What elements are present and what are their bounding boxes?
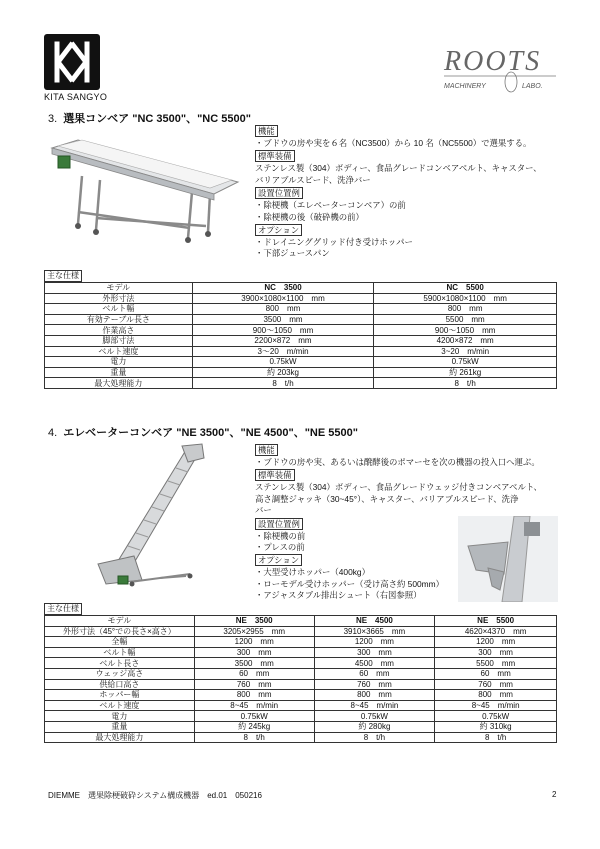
option-line: ・アジャスタブル排出シュート（右図参照） [255, 590, 422, 601]
table-row [45, 721, 557, 732]
table-cell: 800 mm [435, 690, 557, 701]
kita-sangyo-logo [44, 34, 100, 90]
table-row [45, 732, 557, 743]
option-line: ・大型受けホッパー（400kg） [255, 567, 370, 578]
table-cell: 約 310kg [435, 721, 557, 732]
table-row [45, 711, 557, 722]
table-cell: 5500 mm [374, 314, 557, 325]
table-row [45, 626, 557, 637]
page-number: 2 [552, 790, 557, 799]
table-cell: 8 t/h [314, 732, 435, 743]
table-cell: 0.75kW [374, 357, 557, 368]
function-label: 機能 [255, 125, 278, 137]
table-cell: 1200 mm [435, 637, 557, 648]
table-cell: 8~45 m/min [435, 700, 557, 711]
svg-text:ROOTS: ROOTS [444, 46, 542, 77]
option-line: ・ローモデル受けホッパー（受け高さ約 500mm） [255, 578, 444, 589]
table-cell: 800 mm [314, 690, 435, 701]
table-cell: 4500 mm [314, 658, 435, 669]
option-label: オプション [255, 224, 302, 236]
svg-text:LABO.: LABO. [522, 83, 543, 90]
function-text: ・ブドウの房や実、あるいは醗酵後のポマーセを次の機器の投入口へ運ぶ。 [255, 457, 540, 467]
standard-label: 標準装備 [255, 469, 295, 481]
discharge-chute-photo [458, 516, 558, 602]
option-line: ・ドレイニンググリッド付き受けホッパー [255, 237, 413, 248]
table-row [45, 647, 557, 658]
table-cell: 2200×872 mm [192, 335, 374, 346]
install-line: ・除梗機の前 [255, 530, 306, 541]
table-row [45, 658, 557, 669]
table-cell: ベルト幅 [45, 304, 193, 315]
section-2-spec-tag: 主な仕様 [44, 603, 82, 615]
standard-label: 標準装備 [255, 150, 295, 162]
sorting-conveyor-image [42, 134, 252, 244]
table-cell: 0.75kW [192, 357, 374, 368]
table-cell: 電力 [45, 357, 193, 368]
standard-line: ステンレス製（304）ボディー、食品グレードコンベアベルト、キャスター、 [255, 163, 542, 174]
table-cell: ベルト速度 [45, 700, 195, 711]
table-cell: ベルト長さ [45, 658, 195, 669]
install-line: ・除梗機の後（破砕機の前） [255, 211, 364, 222]
table-cell: 8 t/h [192, 378, 374, 389]
table-cell: 800 mm [192, 304, 374, 315]
table-cell: 760 mm [194, 679, 314, 690]
table-cell: 3900×1080×1100 mm [192, 293, 374, 304]
install-label: 設置位置例 [255, 187, 303, 199]
table-cell: 外形寸法（45°での長さ×高さ） [45, 626, 195, 637]
table-row [45, 700, 557, 711]
table-cell: 約 261kg [374, 367, 557, 378]
table-cell: 60 mm [194, 668, 314, 679]
table-cell: 脚部寸法 [45, 335, 193, 346]
table-cell: 8 t/h [374, 378, 557, 389]
table-row [45, 335, 557, 346]
table-cell: 300 mm [314, 647, 435, 658]
table-header: NE 5500 [435, 616, 557, 627]
table-cell: 8 t/h [435, 732, 557, 743]
table-header-row [45, 616, 557, 627]
table-cell: 4620×4370 mm [435, 626, 557, 637]
table-cell: ベルト速度 [45, 346, 193, 357]
nc-spec-table [44, 282, 557, 389]
table-row [45, 378, 557, 389]
table-cell: 8~45 m/min [194, 700, 314, 711]
table-cell: 8 t/h [194, 732, 314, 743]
table-cell: 60 mm [435, 668, 557, 679]
section-1-title: 3. 選果コンベア "NC 3500"、"NC 5500" [48, 113, 251, 125]
table-row [45, 668, 557, 679]
function-text: ・ブドウの房や実を６名（NC3500）から 10 名（NC5500）で選果する。 [255, 138, 532, 148]
table-row [45, 304, 557, 315]
table-cell: 3500 mm [194, 658, 314, 669]
table-cell: 900～1050 mm [192, 325, 374, 336]
table-header: モデル [45, 283, 193, 294]
table-cell: 重量 [45, 721, 195, 732]
table-cell: ベルト幅 [45, 647, 195, 658]
standard-line: 高さ調整ジャッキ（30~45°）、キャスター、バリアブルスピード、洗浄 [255, 493, 519, 504]
table-header-row [45, 283, 557, 294]
table-header: NE 3500 [194, 616, 314, 627]
table-row [45, 357, 557, 368]
standard-line: バリアブルスピード、洗浄バー [255, 174, 371, 185]
company-name: KITA SANGYO [44, 92, 108, 102]
table-row [45, 325, 557, 336]
function-label: 機能 [255, 444, 278, 456]
table-row [45, 314, 557, 325]
kk-logo-icon [44, 34, 100, 90]
table-cell: 最大処理能力 [45, 378, 193, 389]
table-cell: 外形寸法 [45, 293, 193, 304]
table-cell: 3205×2955 mm [194, 626, 314, 637]
install-line: ・プレスの前 [255, 542, 305, 553]
table-cell: 有効テーブル長さ [45, 314, 193, 325]
table-row [45, 637, 557, 648]
table-row [45, 346, 557, 357]
option-line: ・下部ジュースパン [255, 248, 330, 259]
table-cell: 800 mm [194, 690, 314, 701]
table-cell: 供給口高さ [45, 679, 195, 690]
svg-text:MACHINERY: MACHINERY [444, 83, 486, 90]
table-row [45, 679, 557, 690]
table-cell: 全幅 [45, 637, 195, 648]
section-1-description [255, 124, 585, 260]
table-cell: 3500 mm [192, 314, 374, 325]
table-cell: 重量 [45, 367, 193, 378]
table-cell: 8~45 m/min [314, 700, 435, 711]
table-row [45, 367, 557, 378]
elevator-conveyor-image [90, 442, 240, 592]
table-header: NE 4500 [314, 616, 435, 627]
table-cell: 760 mm [435, 679, 557, 690]
table-cell: 約 245kg [194, 721, 314, 732]
table-cell: 最大処理能力 [45, 732, 195, 743]
table-row [45, 293, 557, 304]
table-cell: 300 mm [194, 647, 314, 658]
table-cell: 3910×3665 mm [314, 626, 435, 637]
table-cell: 3～20 m/min [192, 346, 374, 357]
table-cell: 5500 mm [435, 658, 557, 669]
table-cell: 4200×872 mm [374, 335, 557, 346]
table-cell: 0.75kW [314, 711, 435, 722]
table-cell: 0.75kW [435, 711, 557, 722]
table-cell: 1200 mm [194, 637, 314, 648]
table-cell: 760 mm [314, 679, 435, 690]
table-header: NC 3500 [192, 283, 374, 294]
table-cell: 900～1050 mm [374, 325, 557, 336]
roots-logo [440, 42, 560, 98]
roots-logo-icon [440, 42, 560, 98]
table-header: モデル [45, 616, 195, 627]
footer-text: DIEMME 選果除梗破砕システム構成機器 ed.01 050216 [48, 791, 262, 800]
table-cell: ホッパー幅 [45, 690, 195, 701]
table-row [45, 690, 557, 701]
table-cell: 5900×1080×1100 mm [374, 293, 557, 304]
section-2-title: 4. エレベーターコンベア "NE 3500"、"NE 4500"、"NE 5500" [48, 427, 358, 439]
table-cell: 約 203kg [192, 367, 374, 378]
install-label: 設置位置例 [255, 518, 303, 530]
standard-line: ステンレス製（304）ボディー、食品グレードウェッジ付きコンベアベルト、 [255, 482, 542, 493]
table-cell: ウェッジ高さ [45, 668, 195, 679]
table-cell: 約 280kg [314, 721, 435, 732]
section-1-spec-tag: 主な仕様 [44, 270, 82, 282]
table-cell: 電力 [45, 711, 195, 722]
table-cell: 800 mm [374, 304, 557, 315]
table-cell: 60 mm [314, 668, 435, 679]
standard-line: バー [255, 505, 272, 516]
table-cell: 0.75kW [194, 711, 314, 722]
table-cell: 3~20 m/min [374, 346, 557, 357]
option-label: オプション [255, 554, 302, 566]
table-cell: 作業高さ [45, 325, 193, 336]
install-line: ・除梗機（エレベーターコンベア）の前 [255, 200, 406, 211]
table-cell: 1200 mm [314, 637, 435, 648]
table-header: NC 5500 [374, 283, 557, 294]
ne-spec-table [44, 615, 557, 743]
table-cell: 300 mm [435, 647, 557, 658]
